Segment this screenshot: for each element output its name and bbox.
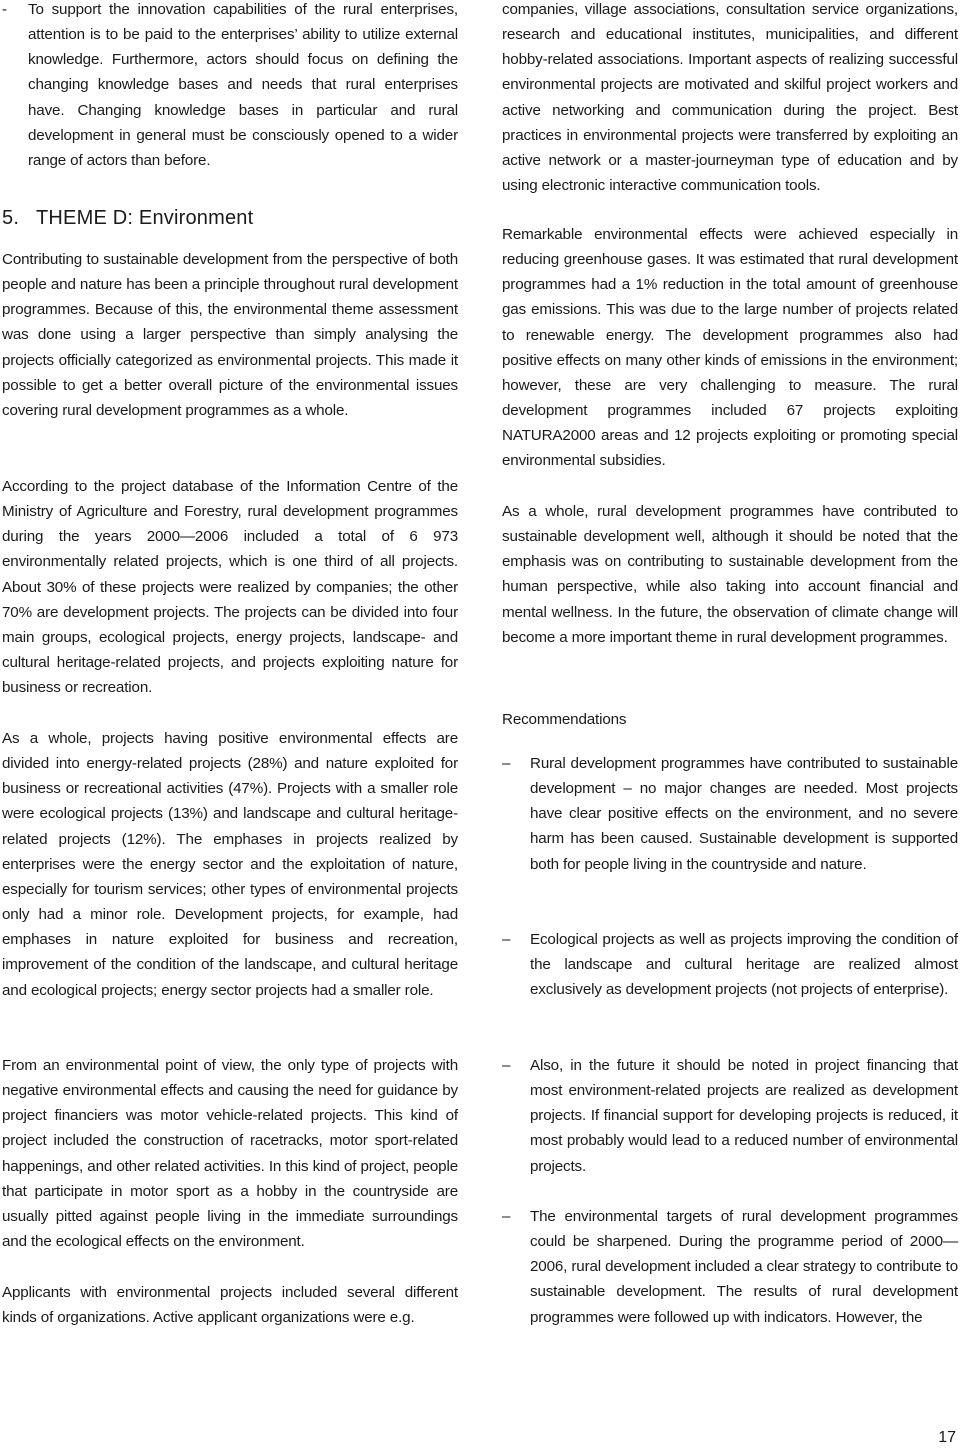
dash-marker: – — [502, 1057, 511, 1074]
section-heading — [2, 204, 253, 232]
recommendation-item — [502, 1053, 958, 1179]
paragraph: From an environmental point of view, the only type of projects with negative environmental effects and causing the need for guidance by project financiers was motor vehicle-related projects. This kind of project included the construction of racetracks, motor sport-related happenings, and other related activities. In this kind of project, people that participate in motor sport as a hobby in the countryside are usually pitted against people living in the immediate surroundings and the ecological effects on the environment. — [2, 1057, 458, 1251]
recommendation-text: Also, in the future it should be noted in project financing that most environment-related projects are realized as development projects. If financial support for developing projects is reduced, it most probably would lead to a reduced number of environmental projects. — [530, 1057, 958, 1175]
recommendation-item — [502, 751, 958, 877]
dash-marker: – — [502, 755, 511, 772]
paragraph: companies, village associations, consultation service organizations, research and educational institutes, municipalities, and different hobby-related associations. Important aspects of realizing successful environmental projects are motivated and skilful project workers and active networking and communication during the project. Best practices in environmental projects were transferred by exploiting an active network or a master-journeyman type of education and by using electronic interactive communication tools. — [502, 1, 958, 195]
dash-marker: – — [502, 1208, 511, 1225]
paragraph: Applicants with environmental projects included several different kinds of organizations. Active applicant organizations were e.g. — [2, 1284, 458, 1327]
intro-bullet-item — [2, 0, 458, 173]
paragraph: Contributing to sustainable development from the perspective of both people and nature has been a principle throughout rural development programmes. Because of this, the environmental theme assessment was done using a larger perspective than simply analysing the projects officially categorized as environmental projects. This made it possible to get a better overall picture of the environmental issues covering rural development programmes as a whole. — [2, 251, 458, 419]
paragraph: As a whole, rural development programmes have contributed to sustainable development well, although it should be noted that the emphasis was on contributing to sustainable development from the human perspective, while also taking into account financial and mental wellness. In the future, the observation of climate change will become a more important theme in rural development programmes. — [502, 503, 958, 646]
intro-bullet-text: To support the innovation capabilities of the rural enterprises, attention is to be paid to the enterprises’ ability to utilize external knowledge. Furthermore, actors should focus on defining the changing knowledge bases and needs that rural enterprises have. Changing knowledge bases in particular and rural development in general must be consciously opened to a wider range of actors than before. — [28, 1, 458, 169]
paragraph: According to the project database of the Information Centre of the Ministry of Agriculture and Forestry, rural development programmes during the years 2000—2006 included a total of 6 973 environmentally related projects, which is one third of all projects. About 30% of these projects were realized by companies; the other 70% are development projects. The projects can be divided into four main groups, ecological projects, energy projects, landscape- and cultural heritage-related projects, and projects exploiting nature for business or recreation. — [2, 478, 458, 697]
recommendation-text: Rural development programmes have contributed to sustainable development – no major changes are needed. Most projects have clear positive effects on the environment, and no severe harm has been caused. Sustainable development is supported both for people living in the countryside and nature. — [530, 755, 958, 873]
recommendation-text: The environmental targets of rural development programmes could be sharpened. During the programme period of 2000—2006, rural development included a clear strategy to contribute to sustainable development. The results of rural development programmes were followed up with indicators. However, the — [530, 1208, 958, 1326]
paragraph: Remarkable environmental effects were achieved especially in reducing greenhouse gases. It was estimated that rural development programmes had a 1% reduction in the total amount of greenhouse gas emissions. This was due to the large number of projects related to renewable energy. The development programmes also had positive effects on many other kinds of emissions in the environment; however, these are very challenging to measure. The rural development programmes included 67 projects exploiting NATURA2000 areas and 12 projects exploiting or promoting special environmental subsidies. — [502, 226, 958, 470]
recommendation-item — [502, 927, 958, 1002]
page-number: 17 — [938, 1429, 956, 1446]
dash-marker: – — [502, 931, 511, 948]
bullet-marker: - — [2, 1, 7, 18]
recommendation-item — [502, 1204, 958, 1330]
recommendation-text: Ecological projects as well as projects improving the condition of the landscape and cultural heritage are realized almost exclusively as development projects (not projects of enterprise). — [530, 931, 958, 999]
section-number: 5. — [2, 207, 20, 229]
recommendations-heading: Recommendations — [502, 711, 627, 728]
paragraph: As a whole, projects having positive environmental effects are divided into energy-related projects (28%) and nature exploited for business or recreational activities (47%). Projects with a smaller role were ecological projects (13%) and landscape and cultural heritage-related projects (12%). The emphases in projects realized by enterprises were the energy sector and the exploitation of nature, especially for tourism services; other types of environmental projects only had a minor role. Development projects, for example, had emphases in nature exploited for business and recreation, improvement of the condition of the landscape, and cultural heritage and ecological projects; energy sector projects had a smaller role. — [2, 730, 458, 999]
section-title: THEME D: Environment — [36, 207, 254, 229]
